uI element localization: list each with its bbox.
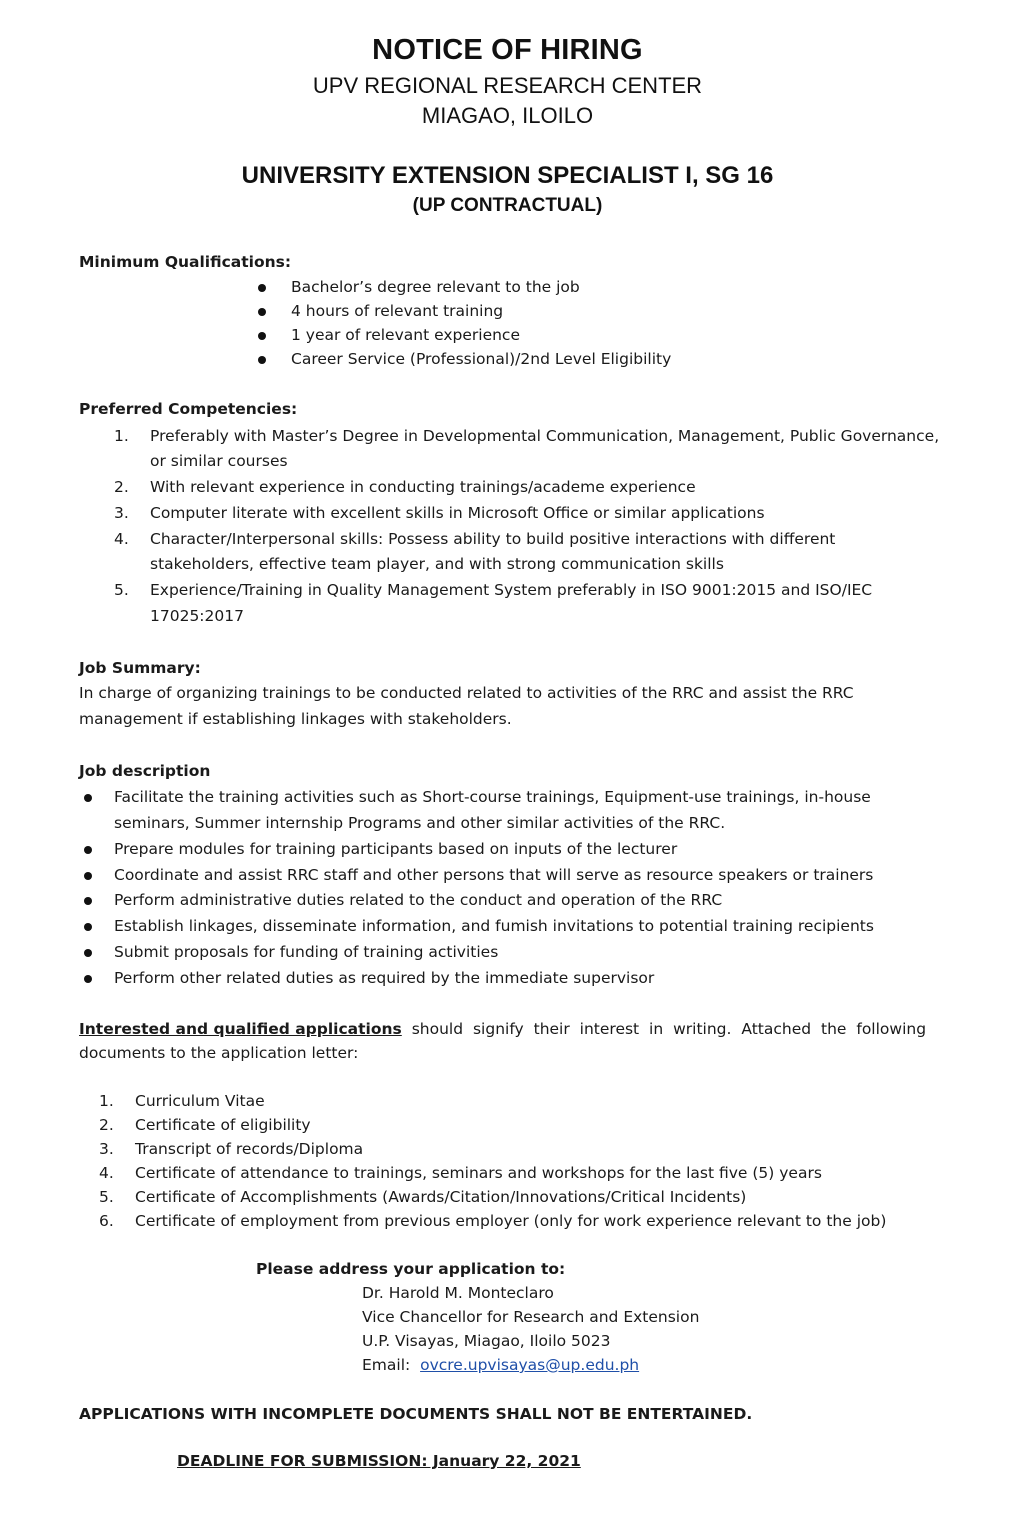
list-item: 4 hours of relevant training [291,302,504,320]
list-item: Perform administrative duties related to the conduct and operation of the RRC [114,891,723,909]
bullet-icon [84,949,92,957]
competencies-heading: Preferred Competencies: [79,400,298,418]
addressee-title: Vice Chancellor for Research and Extension [362,1308,700,1326]
item-number: 6. [99,1212,114,1230]
list-item: Character/Interpersonal skills: Possess ability to build positive interactions with different [150,530,836,548]
list-item: Facilitate the training activities such as Short-course trainings, Equipment-use trainings, in-house [114,788,871,806]
list-item: Perform other related duties as required by the immediate supervisor [114,969,655,987]
list-item: Submit proposals for funding of training activities [114,943,499,961]
list-item: Transcript of records/Diploma [135,1140,364,1158]
list-item: Coordinate and assist RRC staff and other persons that will serve as resource speakers or trainers [114,866,874,884]
list-item-continuation: stakeholders, effective team player, and with strong communication skills [150,555,724,573]
deadline: DEADLINE FOR SUBMISSION: January 22, 2021 [177,1452,581,1470]
bullet-icon [84,872,92,880]
list-item: Computer literate with excellent skills in Microsoft Office or similar applications [150,504,765,522]
list-item: Preferably with Master’s Degree in Developmental Communication, Management, Public Governance, [150,427,940,445]
item-number: 4. [114,530,129,548]
list-item: Certificate of attendance to trainings, seminars and workshops for the last five (5) years [135,1164,822,1182]
list-item: Curriculum Vitae [135,1092,265,1110]
interested-rest: should signify their interest in writing. Attached the following [401,1020,927,1038]
bullet-icon [84,794,92,802]
position-title: UNIVERSITY EXTENSION SPECIALIST I, SG 16 [241,162,774,189]
item-number: 5. [99,1188,114,1206]
description-heading: Job description [79,762,211,780]
list-item: Bachelor’s degree relevant to the job [291,278,580,296]
email-link[interactable]: ovcre.upvisayas@up.edu.ph [420,1356,640,1374]
bullet-icon [84,923,92,931]
interested-paragraph [79,1020,945,1038]
list-item: Certificate of eligibility [135,1116,311,1134]
address-heading: Please address your application to: [256,1260,566,1278]
addressee-place: U.P. Visayas, Miagao, Iloilo 5023 [362,1332,611,1350]
addressee-name: Dr. Harold M. Monteclaro [362,1284,554,1302]
summary-text: management if establishing linkages with stakeholders. [79,710,512,728]
summary-heading: Job Summary: [79,659,201,677]
interested-paragraph-line2: documents to the application letter: [79,1044,359,1062]
incomplete-warning: APPLICATIONS WITH INCOMPLETE DOCUMENTS SHALL NOT BE ENTERTAINED. [79,1405,753,1423]
item-number: 3. [114,504,129,522]
summary-text: In charge of organizing trainings to be conducted related to activities of the RRC and assist the RRC [79,684,854,702]
bullet-icon [84,975,92,983]
list-item: Career Service (Professional)/2nd Level Eligibility [291,350,672,368]
item-number: 1. [99,1092,114,1110]
email-line [362,1356,639,1374]
bullet-icon [84,897,92,905]
list-item-continuation: or similar courses [150,452,288,470]
list-item: Experience/Training in Quality Management System preferably in ISO 9001:2015 and ISO/IEC [150,581,873,599]
org-location: MIAGAO, ILOILO [421,103,594,128]
email-label: Email: [362,1356,411,1374]
min-qual-heading: Minimum Qualifications: [79,253,292,271]
list-item-continuation: seminars, Summer internship Programs and other similar activities of the RRC. [114,814,726,832]
list-item: Establish linkages, disseminate information, and fumish invitations to potential training recipients [114,917,874,935]
list-item: Prepare modules for training participants based on inputs of the lecturer [114,840,678,858]
item-number: 3. [99,1140,114,1158]
item-number: 2. [114,478,129,496]
list-item: Certificate of employment from previous employer (only for work experience relevant to the job) [135,1212,887,1230]
list-item-continuation: 17025:2017 [150,607,244,625]
bullet-icon [258,356,266,364]
position-status: (UP CONTRACTUAL) [412,195,603,216]
bullet-icon [258,332,266,340]
notice-title: NOTICE OF HIRING [372,34,643,66]
bullet-icon [258,308,266,316]
item-number: 2. [99,1116,114,1134]
bullet-icon [258,284,266,292]
item-number: 1. [114,427,129,445]
list-item: 1 year of relevant experience [291,326,520,344]
item-number: 4. [99,1164,114,1182]
bullet-icon [84,846,92,854]
list-item: With relevant experience in conducting trainings/academe experience [150,478,696,496]
interested-lead: Interested and qualified applications [79,1020,402,1038]
org-name: UPV REGIONAL RESEARCH CENTER [312,73,703,98]
item-number: 5. [114,581,129,599]
list-item: Certificate of Accomplishments (Awards/Citation/Innovations/Critical Incidents) [135,1188,747,1206]
